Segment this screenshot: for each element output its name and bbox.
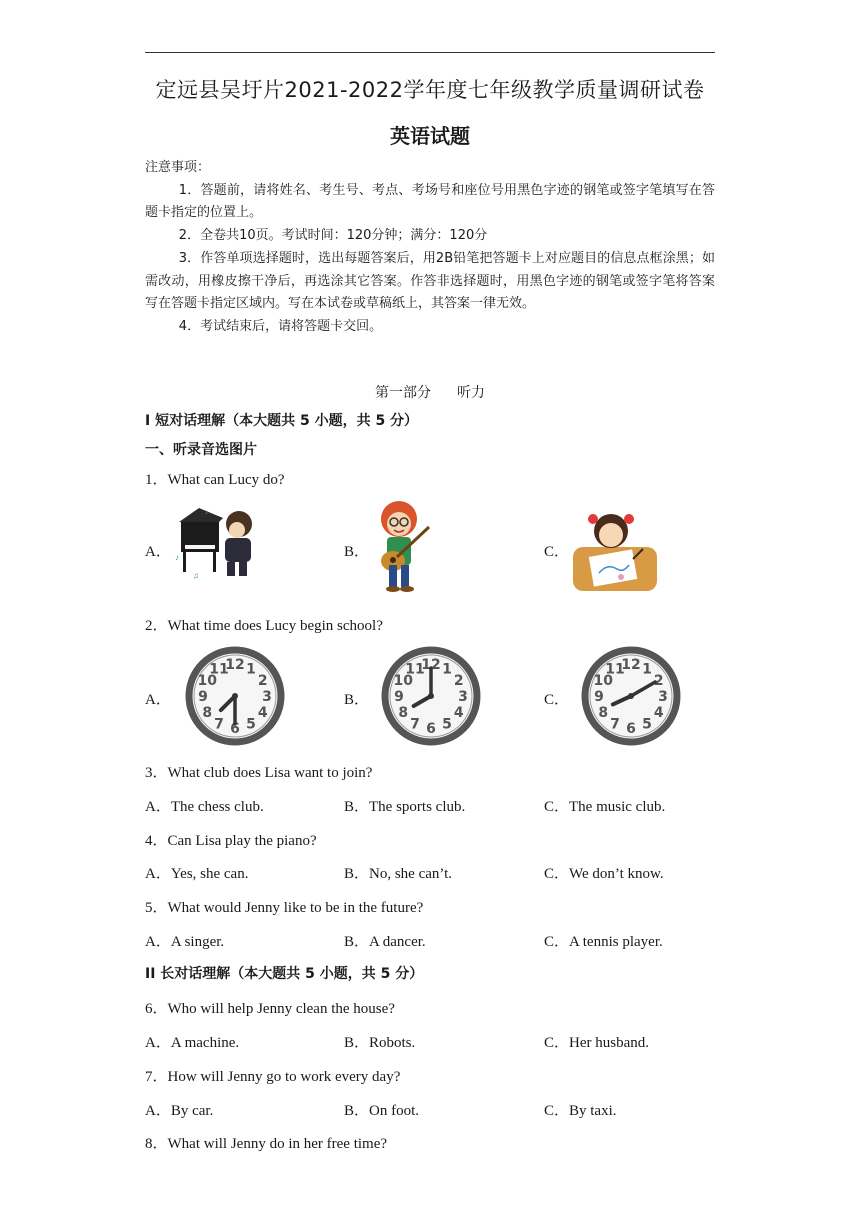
clock-numeral: 6 <box>230 721 240 737</box>
option-a: A．A singer. <box>145 934 225 950</box>
piano-player-image <box>173 500 265 582</box>
part-2-heading: II 长对话理解（本大题共 5 小题，共 5 分） <box>145 966 424 982</box>
clock-image-a <box>181 642 289 750</box>
clock-numeral: 11 <box>209 661 229 678</box>
section-part: 第一部分 <box>375 385 431 401</box>
clock-numeral: 3 <box>262 689 272 705</box>
note-item: 1．答题前，请将姓名、考生号、考点、考场号和座位号用黑色字迹的钢笔或签字笔填写在答题卡指定的位置上。 <box>145 182 715 221</box>
drawing-girl-image <box>573 507 657 591</box>
svg-text:♪: ♪ <box>175 553 179 562</box>
option-b-label: B． <box>344 692 370 708</box>
option-b: B．Robots. <box>344 1035 416 1051</box>
q2-options <box>145 640 715 752</box>
clock-numeral: 4 <box>453 705 464 721</box>
clock-numeral: 5 <box>442 716 452 733</box>
exam-subtitle: 英语试题 <box>390 124 470 148</box>
option-b: B．No, she can’t. <box>344 866 453 882</box>
option-c: C．By taxi. <box>544 1103 617 1119</box>
question-5: 5．What would Jenny like to be in the future? <box>145 900 424 916</box>
option-a: A．Yes, she can. <box>145 866 249 882</box>
clock-numeral: 9 <box>198 689 208 705</box>
option-c: C．We don’t know. <box>544 866 664 882</box>
option-c-label: C． <box>544 692 570 708</box>
question-6: 6．Who will help Jenny clean the house? <box>145 1001 395 1017</box>
option-c: C．The music club. <box>544 799 666 815</box>
clock-numeral: 9 <box>394 689 404 705</box>
option-c: C．Her husband. <box>544 1035 649 1051</box>
clock-numeral: 10 <box>593 673 614 689</box>
option-c-label: C． <box>544 544 570 560</box>
clock-numeral: 3 <box>458 689 468 705</box>
question-1: 1．What can Lucy do? <box>145 472 285 488</box>
option-c: C．A tennis player. <box>544 934 663 950</box>
option-a-label: A． <box>145 544 171 560</box>
question-2: 2．What time does Lucy begin school? <box>145 618 383 634</box>
clock-numeral: 9 <box>594 689 604 705</box>
clock-numeral: 4 <box>257 705 268 721</box>
clock-numeral: 6 <box>426 721 436 737</box>
option-b: B．The sports club. <box>344 799 466 815</box>
clock-numeral: 11 <box>605 661 625 678</box>
clock-numeral: 12 <box>621 657 641 673</box>
svg-text:♪: ♪ <box>205 508 209 516</box>
clock-numeral: 10 <box>197 673 218 689</box>
section-heading <box>0 382 860 402</box>
clock-numeral: 2 <box>453 673 464 689</box>
clock-numeral: 4 <box>653 705 664 721</box>
part-1-heading: I 短对话理解（本大题共 5 小题，共 5 分） <box>145 413 419 429</box>
clock-numeral: 5 <box>246 716 256 733</box>
notes-heading: 注意事项： <box>145 160 211 175</box>
clock-numeral: 8 <box>398 705 409 721</box>
guitar-boy-image <box>367 497 437 597</box>
clock-hub <box>628 693 634 699</box>
clock-numeral: 5 <box>642 716 652 733</box>
clock-hub <box>428 693 434 699</box>
clock-hub <box>232 693 238 699</box>
clock-numeral: 6 <box>626 721 636 737</box>
q1-options <box>145 495 715 605</box>
clock-numeral: 1 <box>642 661 652 678</box>
clock-numeral: 7 <box>214 716 224 733</box>
option-b: B．On foot. <box>344 1103 420 1119</box>
notes-block <box>145 157 715 339</box>
clock-image-b <box>377 642 485 750</box>
clock-numeral: 12 <box>421 657 441 673</box>
question-7: 7．How will Jenny go to work every day? <box>145 1069 401 1085</box>
clock-numeral: 7 <box>410 716 420 733</box>
clock-numeral: 11 <box>405 661 425 678</box>
note-item: 3．作答单项选择题时，选出每题答案后，用2B铅笔把答题卡上对应题目的信息点框涂黑；如需改动，用橡皮擦干净后，再选涂其它答案。作答非选择题时，用黑色字迹的钢笔或签字笔将答案写在答题卡指定区域内。写在本试卷或草稿纸上，其答案一律无效。 <box>145 250 715 312</box>
sub-1-heading: 一、听录音选图片 <box>145 442 257 458</box>
clock-numeral: 8 <box>202 705 213 721</box>
clock-numeral: 1 <box>246 661 256 678</box>
question-4: 4．Can Lisa play the piano? <box>145 833 317 849</box>
question-8: 8．What will Jenny do in her free time? <box>145 1136 388 1152</box>
question-3: 3．What club does Lisa want to join? <box>145 765 373 781</box>
clock-numeral: 1 <box>442 661 452 678</box>
option-a-label: A． <box>145 692 171 708</box>
note-item: 4．考试结束后，请将答题卡交回。 <box>178 318 383 334</box>
note-item: 2．全卷共10页。考试时间：120分钟；满分：120分 <box>178 228 488 244</box>
option-b: B．A dancer. <box>344 934 426 950</box>
clock-numeral: 2 <box>257 673 268 689</box>
option-a: A．The chess club. <box>145 799 264 815</box>
clock-numeral: 10 <box>393 673 414 689</box>
option-b-label: B． <box>344 544 370 560</box>
clock-numeral: 3 <box>658 689 668 705</box>
clock-numeral: 2 <box>653 673 664 689</box>
exam-title: 定远县吴圩片2021-2022学年度七年级教学质量调研试卷 <box>155 78 705 102</box>
clock-numeral: 7 <box>610 716 620 733</box>
option-a: A．By car. <box>145 1103 214 1119</box>
clock-image-c <box>577 642 685 750</box>
section-name: 听力 <box>457 385 485 401</box>
clock-numeral: 8 <box>598 705 609 721</box>
clock-numeral: 12 <box>225 657 245 673</box>
svg-text:♫: ♫ <box>193 571 199 580</box>
option-a: A．A machine. <box>145 1035 240 1051</box>
top-rule <box>145 52 715 53</box>
